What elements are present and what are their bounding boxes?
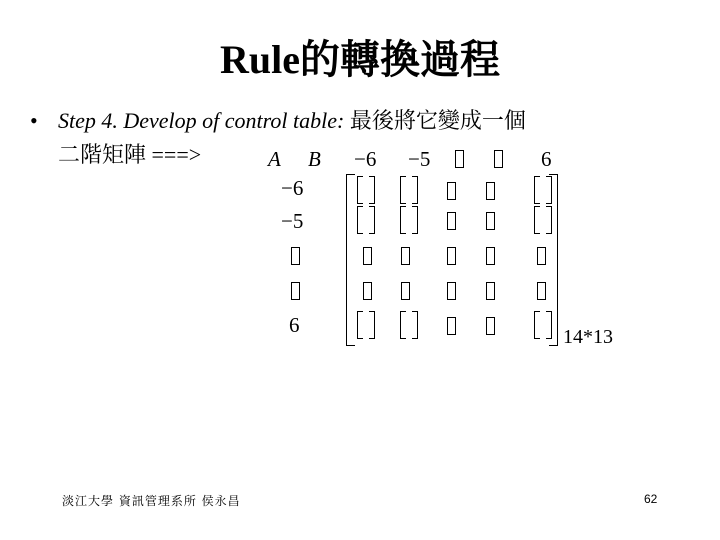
bullet-dot-icon: • xyxy=(30,108,38,133)
missing-glyph-icon xyxy=(401,247,410,265)
missing-glyph-icon xyxy=(486,317,495,335)
bullet-text xyxy=(58,106,526,136)
matrix-row-header: 6 xyxy=(289,313,300,337)
matrix-cell xyxy=(400,206,418,234)
matrix-corner-label-a: A xyxy=(268,147,281,171)
matrix-cell xyxy=(534,311,552,339)
page-number: 62 xyxy=(644,492,658,506)
missing-glyph-icon xyxy=(486,247,495,265)
bullet-description: 最後將它變成一個 xyxy=(344,108,526,133)
matrix-corner-label-b: B xyxy=(308,147,321,171)
missing-glyph-icon xyxy=(537,282,546,300)
missing-glyph-icon xyxy=(291,282,300,300)
matrix-col-header: −6 xyxy=(354,147,377,171)
footer-affiliation: 淡江大學 資訊管理系所 侯永昌 xyxy=(62,494,241,508)
missing-glyph-icon xyxy=(537,247,546,265)
matrix-row-header: −5 xyxy=(281,209,304,233)
missing-glyph-icon xyxy=(363,247,372,265)
matrix-cell xyxy=(400,311,418,339)
missing-glyph-icon xyxy=(447,282,456,300)
matrix-left-bracket xyxy=(346,174,355,346)
missing-glyph-icon xyxy=(363,282,372,300)
matrix-col-header: −5 xyxy=(408,147,431,171)
missing-glyph-icon xyxy=(447,212,456,230)
missing-glyph-icon xyxy=(455,150,464,168)
matrix-cell xyxy=(534,176,552,204)
missing-glyph-icon xyxy=(447,317,456,335)
missing-glyph-icon xyxy=(486,182,495,200)
missing-glyph-icon xyxy=(486,212,495,230)
missing-glyph-icon xyxy=(447,182,456,200)
missing-glyph-icon xyxy=(401,282,410,300)
missing-glyph-icon xyxy=(494,150,503,168)
missing-glyph-icon xyxy=(486,282,495,300)
matrix-row-header: −6 xyxy=(281,176,304,200)
matrix-col-header: 6 xyxy=(541,147,552,171)
missing-glyph-icon xyxy=(291,247,300,265)
matrix-cell xyxy=(357,206,375,234)
bullet-continuation: 二階矩陣 ===> xyxy=(58,142,202,167)
matrix-cell xyxy=(400,176,418,204)
bullet-step-label: Step 4. Develop of control table: xyxy=(58,108,345,133)
matrix-dimension-label: 14*13 xyxy=(563,326,613,348)
matrix-cell xyxy=(357,176,375,204)
slide-title: Rule的轉換過程 xyxy=(220,37,500,82)
matrix-cell xyxy=(534,206,552,234)
matrix-cell xyxy=(357,311,375,339)
missing-glyph-icon xyxy=(447,247,456,265)
